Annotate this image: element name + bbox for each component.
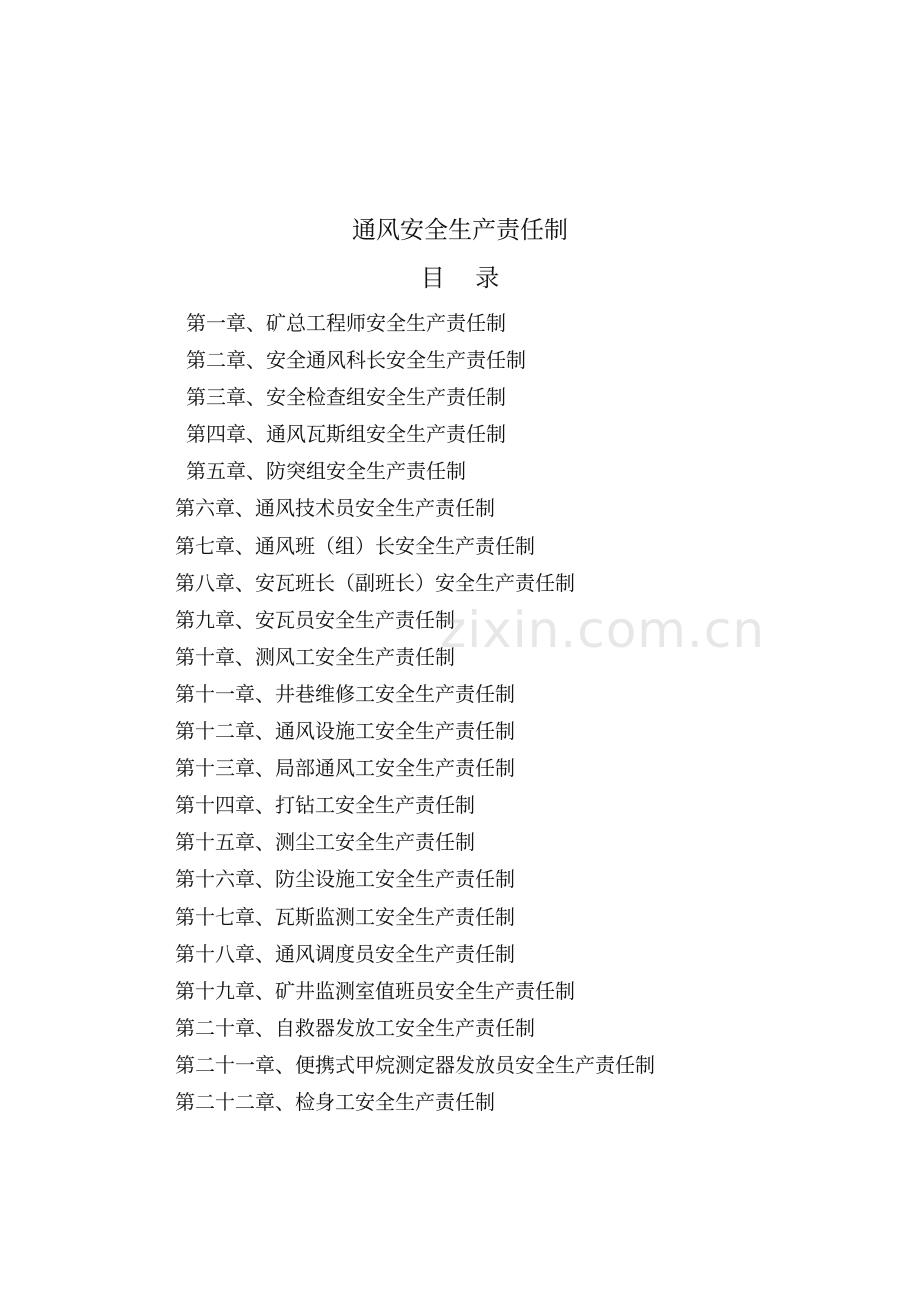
toc-item: 第六章、通风技术员安全生产责任制 <box>175 496 495 521</box>
toc-item: 第二十一章、便携式甲烷测定器发放员安全生产责任制 <box>175 1052 655 1077</box>
document-title: 通风安全生产责任制 <box>352 216 568 244</box>
watermark: zixin.com.cn <box>440 601 766 659</box>
toc-item: 第五章、防突组安全生产责任制 <box>186 459 466 484</box>
toc-item: 第十二章、通风设施工安全生产责任制 <box>175 719 515 744</box>
toc-item: 第十三章、局部通风工安全生产责任制 <box>175 756 515 781</box>
toc-item: 第一章、矿总工程师安全生产责任制 <box>186 311 506 335</box>
toc-item: 第十章、测风工安全生产责任制 <box>175 644 455 669</box>
toc-item: 第十五章、测尘工安全生产责任制 <box>175 830 475 855</box>
toc-item: 第二章、安全通风科长安全生产责任制 <box>186 348 526 373</box>
toc-item: 第十一章、井巷维修工安全生产责任制 <box>175 681 515 706</box>
toc-heading: 目 录 <box>420 264 500 292</box>
toc-item: 第三章、安全检查组安全生产责任制 <box>186 385 506 410</box>
toc-item: 第八章、安瓦班长（副班长）安全生产责任制 <box>175 570 575 595</box>
toc-item: 第十九章、矿井监测室值班员安全生产责任制 <box>175 978 575 1003</box>
toc-item: 第九章、安瓦员安全生产责任制 <box>175 607 455 632</box>
toc-item: 第十八章、通风调度员安全生产责任制 <box>175 941 515 966</box>
toc-item: 第十四章、打钻工安全生产责任制 <box>175 793 475 818</box>
toc-item: 第十六章、防尘设施工安全生产责任制 <box>175 867 515 892</box>
toc-item: 第二十章、自救器发放工安全生产责任制 <box>175 1015 535 1040</box>
toc-item: 第二十二章、检身工安全生产责任制 <box>175 1089 495 1114</box>
table-of-contents <box>0 305 920 1121</box>
toc-item: 第四章、通风瓦斯组安全生产责任制 <box>186 422 506 447</box>
toc-item: 第七章、通风班（组）长安全生产责任制 <box>175 533 535 558</box>
toc-item: 第十七章、瓦斯监测工安全生产责任制 <box>175 904 515 929</box>
